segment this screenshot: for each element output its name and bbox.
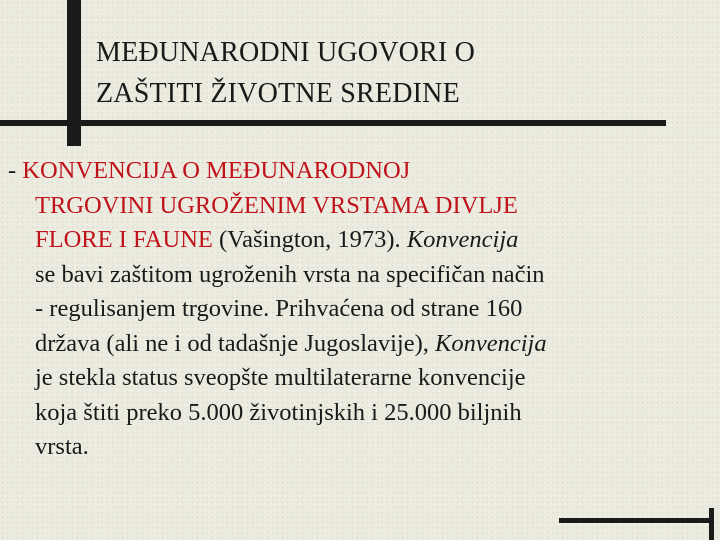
decorative-horizontal-bar — [0, 120, 666, 126]
body-line-5: - regulisanjem trgovine. Prihvaćena od strane 160 — [35, 295, 523, 322]
convention-italic-1: Konvencija — [406, 226, 519, 253]
body-line-6-text: država (ali ne i od tadašnje Jugoslavije), — [35, 329, 436, 357]
title-line-2: ZAŠTITI ŽIVOTNE SREDINE — [96, 78, 460, 109]
convention-italic-2: Konvencija — [435, 329, 547, 357]
convention-title-part-1: KONVENCIJA O MEĐUNARODNOJ — [22, 157, 411, 184]
body-line-1 — [8, 154, 708, 189]
decorative-corner-bar-vertical — [709, 508, 714, 540]
body-line-7: je stekla status sveopšte multilaterarne konvencije — [35, 364, 526, 391]
body-line-4: se bavi zaštitom ugroženih vrsta na specifičan način — [35, 260, 545, 288]
decorative-corner-bar-horizontal — [559, 518, 709, 523]
body-line-9: vrsta. — [35, 433, 89, 460]
convention-place-year: (Vašington, 1973). — [212, 226, 407, 253]
convention-title-part-3: FLORE I FAUNE — [35, 226, 213, 253]
convention-title-part-2: TRGOVINI UGROŽENIM VRSTAMA DIVLJE — [35, 191, 518, 219]
slide-title — [96, 32, 656, 114]
body-line-8: koja štiti preko 5.000 životinjskih i 25.000 biljnih — [35, 398, 522, 426]
body-line-3 — [8, 223, 708, 258]
body-line-6 — [8, 327, 708, 362]
bullet-dash: - — [8, 157, 17, 184]
slide-body — [8, 154, 708, 465]
title-line-1: MEĐUNARODNI UGOVORI O — [96, 37, 476, 68]
